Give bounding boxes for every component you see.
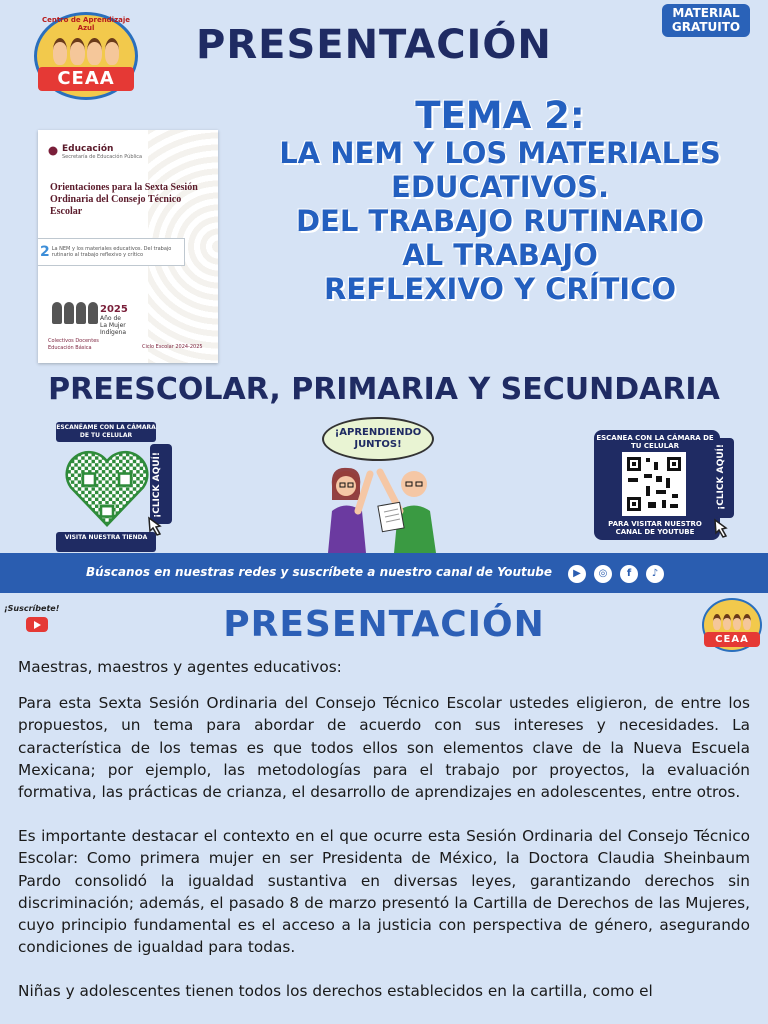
instagram-icon[interactable]: ◎ xyxy=(594,565,612,583)
cover-people-illustration xyxy=(52,302,98,324)
topic-heading-block xyxy=(250,96,750,306)
youtube-qr-block[interactable] xyxy=(594,430,726,540)
topic-line-3: DEL TRABAJO RUTINARIO xyxy=(295,204,705,238)
topic-line-1: LA NEM Y LOS MATERIALES xyxy=(279,136,721,170)
qr-code-icon[interactable] xyxy=(622,452,686,516)
topic-heading: TEMA 2: xyxy=(415,94,585,137)
cover-topic-number: 2 xyxy=(39,244,50,260)
youtube-qr-top-caption: ESCANEA CON LA CÁMARA DE TU CELULAR xyxy=(596,434,714,450)
paragraph-3: Niñas y adolescentes tienen todos los derechos establecidos en la cartilla, como el xyxy=(18,982,653,1001)
logo-arc-text: Centro de Aprendizaje Azul xyxy=(41,15,131,32)
speech-bubble: ¡APRENDIENDO JUNTOS! xyxy=(322,417,434,461)
youtube-click-tab[interactable]: ¡CLICK AQUÍ! xyxy=(714,438,734,518)
school-levels: PREESCOLAR, PRIMARIA Y SECUNDARIA xyxy=(48,372,720,407)
ceaa-logo[interactable] xyxy=(34,12,138,100)
social-bar-text: Búscanos en nuestras redes y suscríbete a nuestro canal de Youtube xyxy=(86,565,553,579)
topic-line-4: AL TRABAJO xyxy=(402,238,598,272)
cover-topic-text: La NEM y los materiales educativos. Del trabajo rutinario al trabajo reflexivo y crítico xyxy=(51,246,172,258)
cover-topic-band xyxy=(38,238,185,266)
subscribe-label: ¡Suscríbete! xyxy=(4,604,60,613)
section-title: PRESENTACIÓN xyxy=(223,604,545,645)
badge-line-1: MATERIAL xyxy=(672,6,740,20)
heart-qr-code-icon[interactable] xyxy=(64,445,150,533)
document-cover xyxy=(38,130,218,363)
logo-banner-small: CEAA xyxy=(704,632,759,647)
topic-line-5: REFLEXIVO Y CRÍTICO xyxy=(323,272,677,306)
cover-cycle: Ciclo Escolar 2024-2025 xyxy=(142,344,203,350)
section-body xyxy=(18,656,750,1024)
page-title: PRESENTACIÓN xyxy=(196,22,552,68)
store-qr-bottom-caption: VISITA NUESTRA TIENDA xyxy=(56,532,156,552)
cover-year: 2025 Año de La Mujer Indígena xyxy=(100,304,128,336)
tiktok-icon[interactable]: ♪ xyxy=(646,565,664,583)
pointer-hand-icon xyxy=(712,516,738,538)
seal-icon xyxy=(48,146,58,156)
logo-banner: CEAA xyxy=(38,67,134,92)
greeting: Maestras, maestros y agentes educativos: xyxy=(18,658,342,676)
store-qr-top-caption: ESCANÉAME CON LA CÁMARA DE TU CELULAR xyxy=(56,422,156,442)
store-click-tab[interactable]: ¡CLICK AQUÍ! xyxy=(150,444,172,524)
paragraph-2: Es importante destacar el contexto en el que ocurre esta Sesión Ordinaria del Consejo Técnico Escolar: Como primera mujer en ser Presidenta de México, la Doctora Claudia Sheinbaum Pardo consolidó la igualdad sustantiva en diversas leyes, garantizando derechos sin discriminación; además, el pasado 8 de marzo presentó la Cartilla de Derechos de las Mujeres, cuyo principio fundamental es el acceso a la justicia con perspectiva de género, asegurando condiciones de igualdad para todas. xyxy=(18,827,750,957)
youtube-qr-bottom-caption: PARA VISITAR NUESTRO CANAL DE YOUTUBE xyxy=(608,520,702,536)
free-material-badge xyxy=(662,4,750,37)
cover-title: Orientaciones para la Sexta Sesión Ordinaria del Consejo Técnico Escolar xyxy=(50,182,198,217)
cover-footer: Colectivos Docentes Educación Básica xyxy=(48,338,99,351)
topic-line-2: EDUCATIVOS. xyxy=(391,170,609,204)
youtube-icon[interactable]: ▶ xyxy=(568,565,586,583)
badge-line-2: GRATUITO xyxy=(671,20,741,34)
teachers-illustration xyxy=(318,456,448,553)
cover-agency: Educación Secretaría de Educación Pública xyxy=(62,144,143,160)
ceaa-logo-small[interactable] xyxy=(702,598,762,652)
paragraph-1: Para esta Sexta Sesión Ordinaria del Consejo Técnico Escolar ustedes eligieron, de entre los propuestos, un tema para abordar de acuerdo con sus intereses y necesidades. La característica de los temas es que todos ellos son elementos clave de la Nueva Escuela Mexicana; por ejemplo, las metodologías para el trabajo por proyectos, la evaluación formativa, las prácticas de crianza, el desarrollo de aprendizajes en adolescentes, entre otros. xyxy=(18,694,750,802)
social-bar xyxy=(0,553,768,593)
facebook-icon[interactable]: f xyxy=(620,565,638,583)
pointer-hand-icon xyxy=(146,514,172,536)
